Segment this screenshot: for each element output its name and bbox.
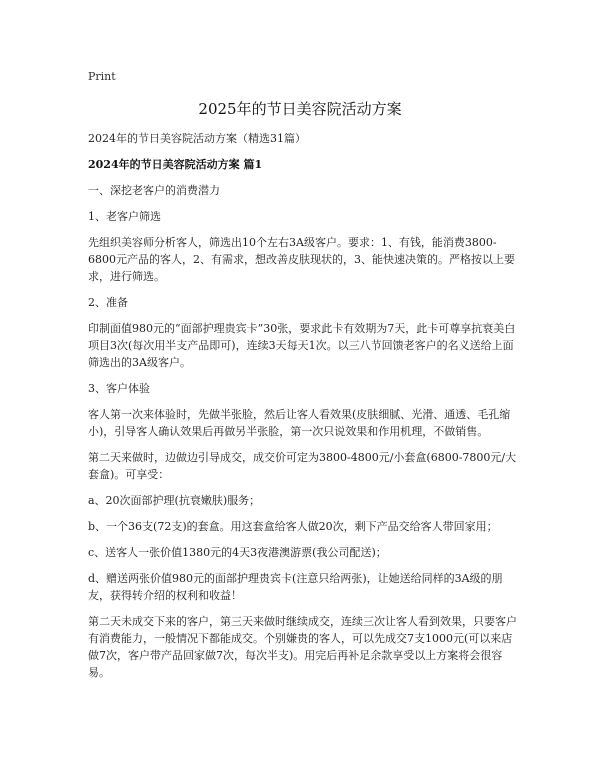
paragraph: 2、准备 (88, 296, 128, 309)
paragraph: 印制面值980元的“面部护理贵宾卡”30张，要求此卡有效期为7天，此卡可尊享抗衰美白项目3次(每次用半支产品即可)，连续3天每天1次。以三八节回馈老客户的名义送给上面筛选出的3A级客户。 (88, 322, 516, 369)
subtitle: 2024年的节日美容院活动方案（精选31篇） (88, 132, 306, 145)
section-title: 2024年的节日美容院活动方案 篇1 (88, 158, 263, 171)
document-body (88, 130, 520, 690)
paragraph: d、赠送两张价值980元的面部护理贵宾卡(注意只给两张)，让她送给同样的3A级的朋友，获得转介绍的权利和收益！ (88, 572, 503, 602)
paragraph: a、20次面部护理(抗衰嫩肤)服务； (88, 494, 261, 507)
document-title: 2025年的节日美容院活动方案 (198, 100, 402, 118)
paragraph: 1、老客户筛选 (88, 210, 161, 223)
paragraph: 第二天未成交下来的客户，第三天来做时继续成交，连续三次让客人看到效果，只要客户有消费能力，一般情况下都能成交。个别嫌贵的客人，可以先成交7支1000元(可以来店做7次，客户带产品回家做7次，每次半支)。用完后再补足余款享受以上方案将会很容易。 (88, 615, 517, 679)
paragraph: 先组织美容师分析客人，筛选出10个左右3A级客户。要求：1、有钱，能消费3800-6800元产品的客人，2、有需求，想改善皮肤现状的，3、能快速决策的。严格按以上要求，进行筛选。 (88, 236, 515, 283)
paragraph: b、一个36支(72支)的套盒。用这套盒给客人做20次，剩下产品交给客人带回家用； (88, 520, 498, 533)
print-label[interactable]: Print (88, 70, 116, 83)
paragraph: 第二天来做时，边做边引导成交，成交价可定为3800-4800元/小套盒(6800-7800元/大套盒)。可享受： (88, 451, 517, 481)
paragraph: 客人第一次来体验时，先做半张脸，然后让客人看效果(皮肤细腻、光滑、通透、毛孔缩小)，引导客人确认效果后再做另半张脸，第一次只说效果和作用机理，不做销售。 (88, 408, 511, 438)
paragraph: c、送客人一张价值1380元的4天3夜港澳游票(我公司配送)； (88, 546, 387, 559)
paragraph: 一、深挖老客户的消费潜力 (88, 184, 220, 197)
paragraph: 3、客户体验 (88, 382, 150, 395)
